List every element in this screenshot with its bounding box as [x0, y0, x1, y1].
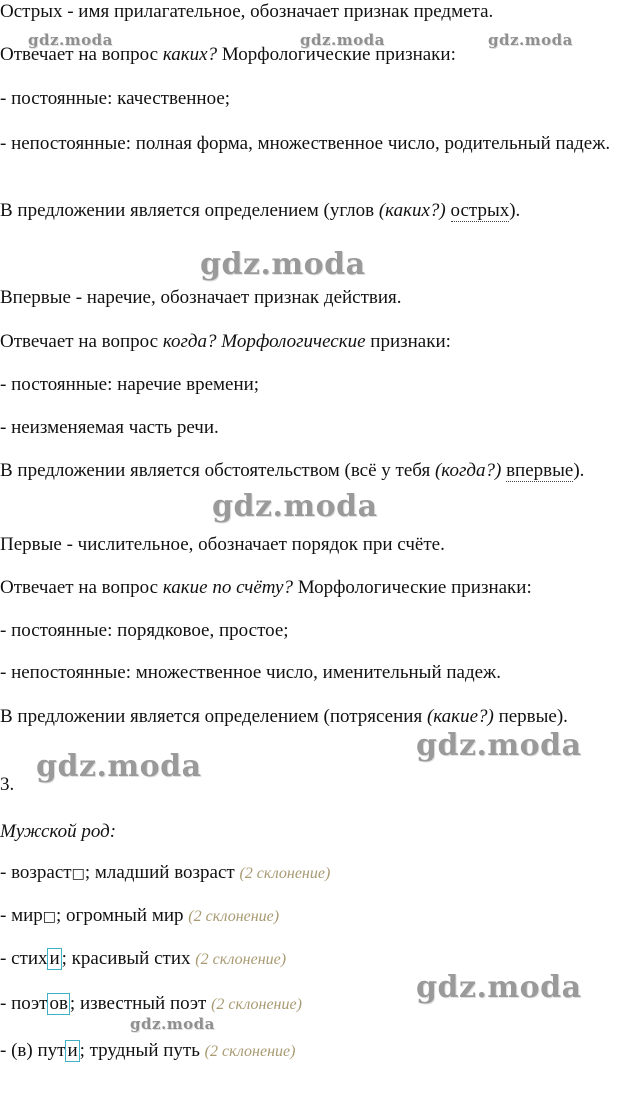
num-role-word: первые [498, 706, 557, 727]
zero-ending-icon: □ [71, 866, 85, 882]
declension-note: (2 склонение) [195, 951, 287, 968]
num-intro-line: Первые - числительное, обозначает порядок при счёте. [0, 534, 445, 555]
num-role-line: В предложении является определением (потрясения (какие?) первые). [0, 706, 568, 727]
watermark-logo: gdz.moda [416, 970, 582, 1005]
task-heading: Мужской род: [0, 821, 117, 842]
num-question-line: Отвечает на вопрос какие по счёту? Морфологические признаки: [0, 577, 532, 598]
declension-note: (2 склонение) [204, 1043, 296, 1060]
noun-item: - поэт ов ; известный поэт (2 склонение) [0, 993, 302, 1014]
adj-role-word: острых [450, 200, 510, 221]
task-number: 3. [0, 774, 15, 795]
watermark-logo: gdz.moda [488, 31, 573, 49]
num-question: какие по счёту? [162, 577, 293, 598]
adj-role-line: В предложении является определением (углов (каких?) острых). [0, 200, 521, 221]
ending-box: и [49, 948, 60, 969]
adj-permanent-line: - постоянные: качественное; [0, 88, 231, 109]
adj-intro-line: Острых - имя прилагательное, обозначает признак предмета. [0, 1, 494, 22]
ending-box: и [67, 1040, 78, 1061]
adj-question: каких? [162, 44, 218, 65]
num-permanent-line: - постоянные: порядковое, простое; [0, 620, 289, 641]
watermark-logo: gdz.moda [416, 728, 582, 763]
num-nonpermanent-line: - непостоянные: множественное число, именительный падеж. [0, 662, 501, 683]
adv-question-line: Отвечает на вопрос когда? Морфологические признаки: [0, 331, 451, 352]
adv-permanent-line: - постоянные: наречие времени; [0, 374, 260, 395]
adv-intro-line: Впервые - наречие, обозначает признак действия. [0, 287, 402, 308]
adv-role-line: В предложении является обстоятельством (всё у тебя (когда?) впервые). [0, 460, 585, 481]
declension-note: (2 склонение) [211, 996, 302, 1013]
noun-item: - возраст□; младший возраст (2 склонение) [0, 862, 331, 883]
watermark-logo: gdz.moda [200, 247, 366, 282]
adj-question-line: Отвечает на вопрос каких? Морфологические признаки: [0, 44, 456, 65]
noun-item: - (в) пут и ; трудный путь (2 склонение) [0, 1040, 296, 1061]
adv-question: когда? Морфологические [162, 331, 366, 352]
watermark-logo: gdz.moda [28, 31, 113, 49]
adj-nonpermanent-line: - непостоянные: полная форма, множественное число, родительный падеж. [0, 133, 611, 154]
watermark-logo: gdz.moda [212, 489, 378, 524]
watermark-logo: gdz.moda [130, 1015, 215, 1033]
watermark-logo: gdz.moda [36, 749, 202, 784]
noun-item: - стих и ; красивый стих (2 склонение) [0, 948, 287, 969]
noun-item: - мир□; огромный мир (2 склонение) [0, 905, 280, 926]
declension-note: (2 склонение) [188, 908, 280, 925]
adv-nonpermanent-line: - неизменяемая часть речи. [0, 417, 219, 438]
declension-note: (2 склонение) [239, 865, 331, 882]
adv-role-word: впервые [506, 460, 574, 481]
watermark-logo: gdz.moda [300, 31, 385, 49]
ending-box: ов [49, 993, 68, 1014]
zero-ending-icon: □ [42, 909, 57, 925]
